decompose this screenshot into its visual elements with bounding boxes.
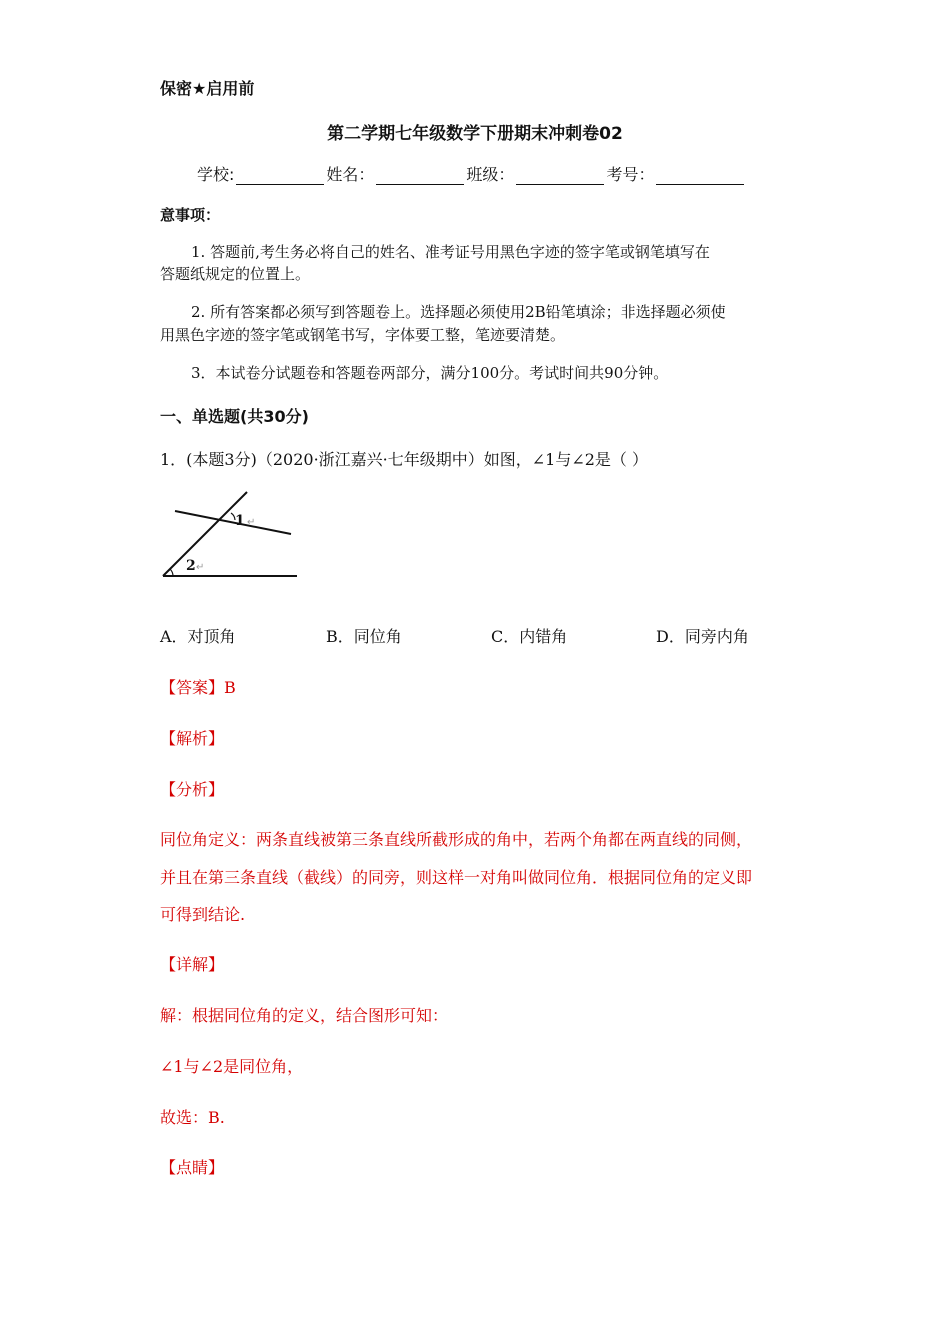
notice-item3: 3．本试卷分试题卷和答题卷两部分，满分100分。考试时间共90分钟。 — [191, 364, 669, 382]
question1-stem: 1．(本题3分)（2020·浙江嘉兴·七年级期中）如图，∠1与∠2是（ ） — [160, 450, 648, 469]
name-blank — [376, 168, 464, 185]
dianjing-label: 【点睛】 — [160, 1158, 225, 1177]
secret-label: 保密★启用前 — [160, 79, 255, 98]
question1-figure — [155, 488, 305, 584]
angle2-label: 2 — [186, 558, 196, 574]
name-label: 姓名： — [326, 165, 375, 184]
class-label: 班级： — [466, 165, 515, 184]
school-label: 学校: — [197, 165, 235, 184]
return-mark-icon: ↵ — [247, 517, 256, 528]
figure-transversal-line — [163, 492, 247, 576]
option-d: D．同旁内角 — [656, 627, 749, 646]
page-title: 第二学期七年级数学下册期末冲刺卷02 — [327, 124, 623, 144]
detail-line1: 解：根据同位角的定义，结合图形可知： — [160, 1006, 449, 1025]
exam-no-blank — [656, 168, 744, 185]
option-c: C．内错角 — [491, 627, 568, 646]
notice-item1-line1: 1. 答题前,考生务必将自己的姓名、准考证号用黑色字迹的签字笔或钢笔填写在 — [191, 243, 710, 261]
fenxi-line2: 并且在第三条直线（截线）的同旁，则这样一对角叫做同位角．根据同位角的定义即 — [160, 868, 753, 887]
option-b: B．同位角 — [326, 627, 402, 646]
angle1-label: 1 — [235, 513, 245, 529]
exam-no-label: 考号： — [606, 165, 655, 184]
fenxi-label: 【分析】 — [160, 780, 225, 799]
return-mark-icon: ↵ — [196, 562, 205, 573]
notice-title: 意事项： — [160, 206, 221, 224]
answer-label: 【答案】B — [160, 678, 236, 697]
notice-item1-line2: 答题纸规定的位置上。 — [160, 265, 311, 283]
detail-line3: 故选：B. — [160, 1108, 225, 1127]
angle2-arc — [170, 569, 173, 576]
detail-line2: ∠1与∠2是同位角， — [160, 1057, 304, 1076]
class-blank — [516, 168, 604, 185]
fenxi-line1: 同位角定义：两条直线被第三条直线所截形成的角中，若两个角都在两直线的同侧， — [160, 830, 753, 849]
analysis-label: 【解析】 — [160, 729, 225, 748]
notice-item2-line2: 用黑色字迹的签字笔或钢笔书写，字体要工整，笔迹要清楚。 — [160, 326, 566, 344]
student-info-row — [197, 162, 746, 185]
option-a: A．对顶角 — [160, 627, 236, 646]
school-blank — [236, 168, 324, 185]
section1-title: 一、单选题(共30分) — [160, 407, 309, 426]
detail-label: 【详解】 — [160, 955, 225, 974]
notice-item2-line1: 2. 所有答案都必须写到答题卷上。选择题必须使用2B铅笔填涂；非选择题必须使 — [191, 303, 726, 321]
fenxi-line3: 可得到结论. — [160, 905, 246, 924]
